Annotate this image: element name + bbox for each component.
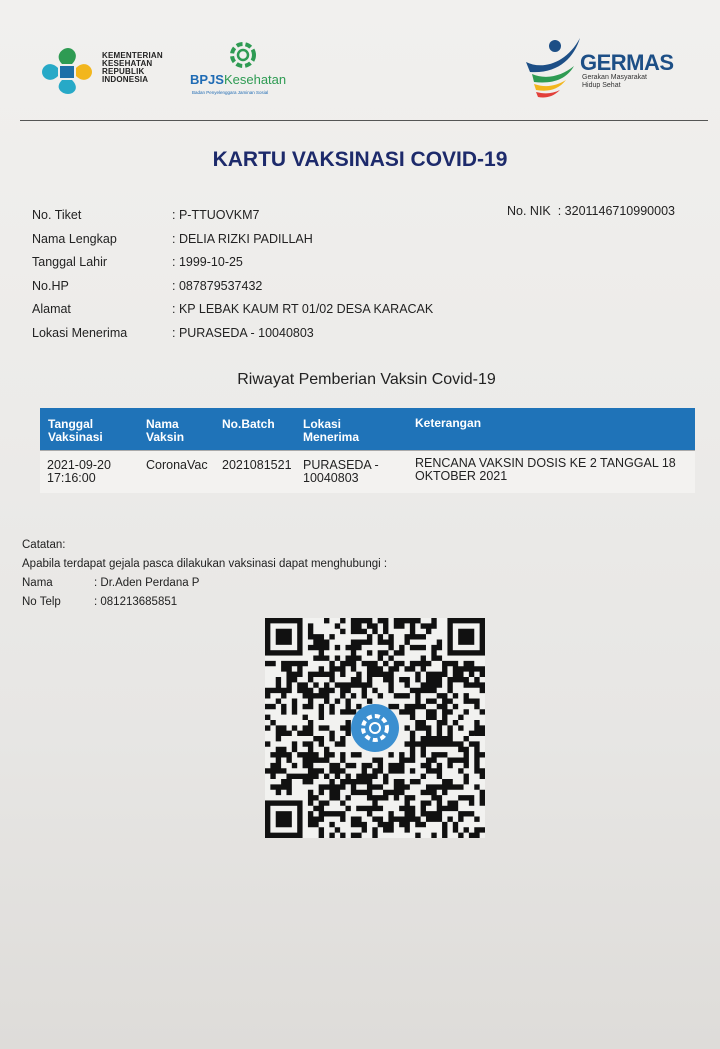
info-label: No.HP [32,278,69,293]
column-header: Lokasi Menerima [303,417,360,444]
table-cell: 2021-09-20 17:16:00 [47,458,111,485]
column-header: Keterangan [415,416,482,430]
bpjs-name: BPJSKesehatan [190,72,287,87]
table-cell: RENCANA VAKSIN DOSIS KE 2 TANGGAL 18 OKTOBER 2021 [415,456,676,483]
info-label: Nama Lengkap [32,231,117,246]
notes-heading: Catatan: [22,539,66,551]
table-cell: PURASEDA - 10040803 [303,458,379,485]
info-value: : P-TTUOVKM7 [172,208,260,222]
info-value: : PURASEDA - 10040803 [172,325,314,340]
info-value: : 1999-10-25 [172,255,243,269]
history-title: Riwayat Pemberian Vaksin Covid-19 [237,371,496,388]
nik-field [507,204,675,218]
qr-finder-pattern [447,618,485,656]
bpjs-logo-icon [228,42,258,68]
header-divider [20,120,708,121]
bpjs-subtitle: Badan Penyelenggara Jaminan Sosial [192,90,269,95]
contact-phone-value: : 081213685851 [94,596,178,608]
info-label: No. Tiket [32,208,82,222]
table-header [40,408,695,450]
header [0,30,720,110]
kemenkes-logo [40,46,180,96]
contact-name-label: Nama [22,577,53,589]
info-label: Lokasi Menerima [32,325,128,340]
column-header: No.Batch [222,417,275,431]
info-value: : KP LEBAK KAUM RT 01/02 DESA KARACAK [172,302,434,316]
table-cell: 2021081521 [222,458,292,472]
bpjs-center-icon [351,704,399,752]
nik-label: No. NIK [507,204,551,218]
qr-finder-pattern [265,800,303,838]
ministry-text: KEMENTERIAN KESEHATAN REPUBLIK INDONESIA [102,51,163,84]
qr-finder-pattern [265,618,303,656]
info-label: Alamat [32,302,71,316]
contact-phone-row [22,593,387,612]
column-header: Nama Vaksin [146,417,185,444]
page-title: KARTU VAKSINASI COVID-19 [212,148,508,171]
notes-line: Apabila terdapat gejala pasca dilakukan vaksinasi dapat menghubungi : [22,558,388,570]
qr-code [265,618,485,838]
table-cell: CoronaVac [146,458,208,472]
info-value: : 087879537432 [172,278,263,293]
germas-logo-icon [522,34,582,100]
bpjs-logo [190,42,300,102]
column-header: Tanggal Vaksinasi [48,417,103,444]
vaccination-history-table [40,408,695,493]
contact-phone-label: No Telp [22,596,61,608]
contact-name-value: : Dr.Aden Perdana P [94,577,200,589]
nik-value: : 3201146710990003 [557,204,675,218]
table-row [40,450,695,493]
notes [22,536,387,612]
contact-name-row [22,574,387,593]
info-label: Tanggal Lahir [32,255,108,269]
germas-name: GERMAS [580,50,674,75]
germas-subtitle: Gerakan Masyarakat Hidup Sehat [582,74,647,89]
kemenkes-logo-icon [40,46,94,96]
info-value: : DELIA RIZKI PADILLAH [172,231,313,246]
germas-logo [522,34,692,104]
